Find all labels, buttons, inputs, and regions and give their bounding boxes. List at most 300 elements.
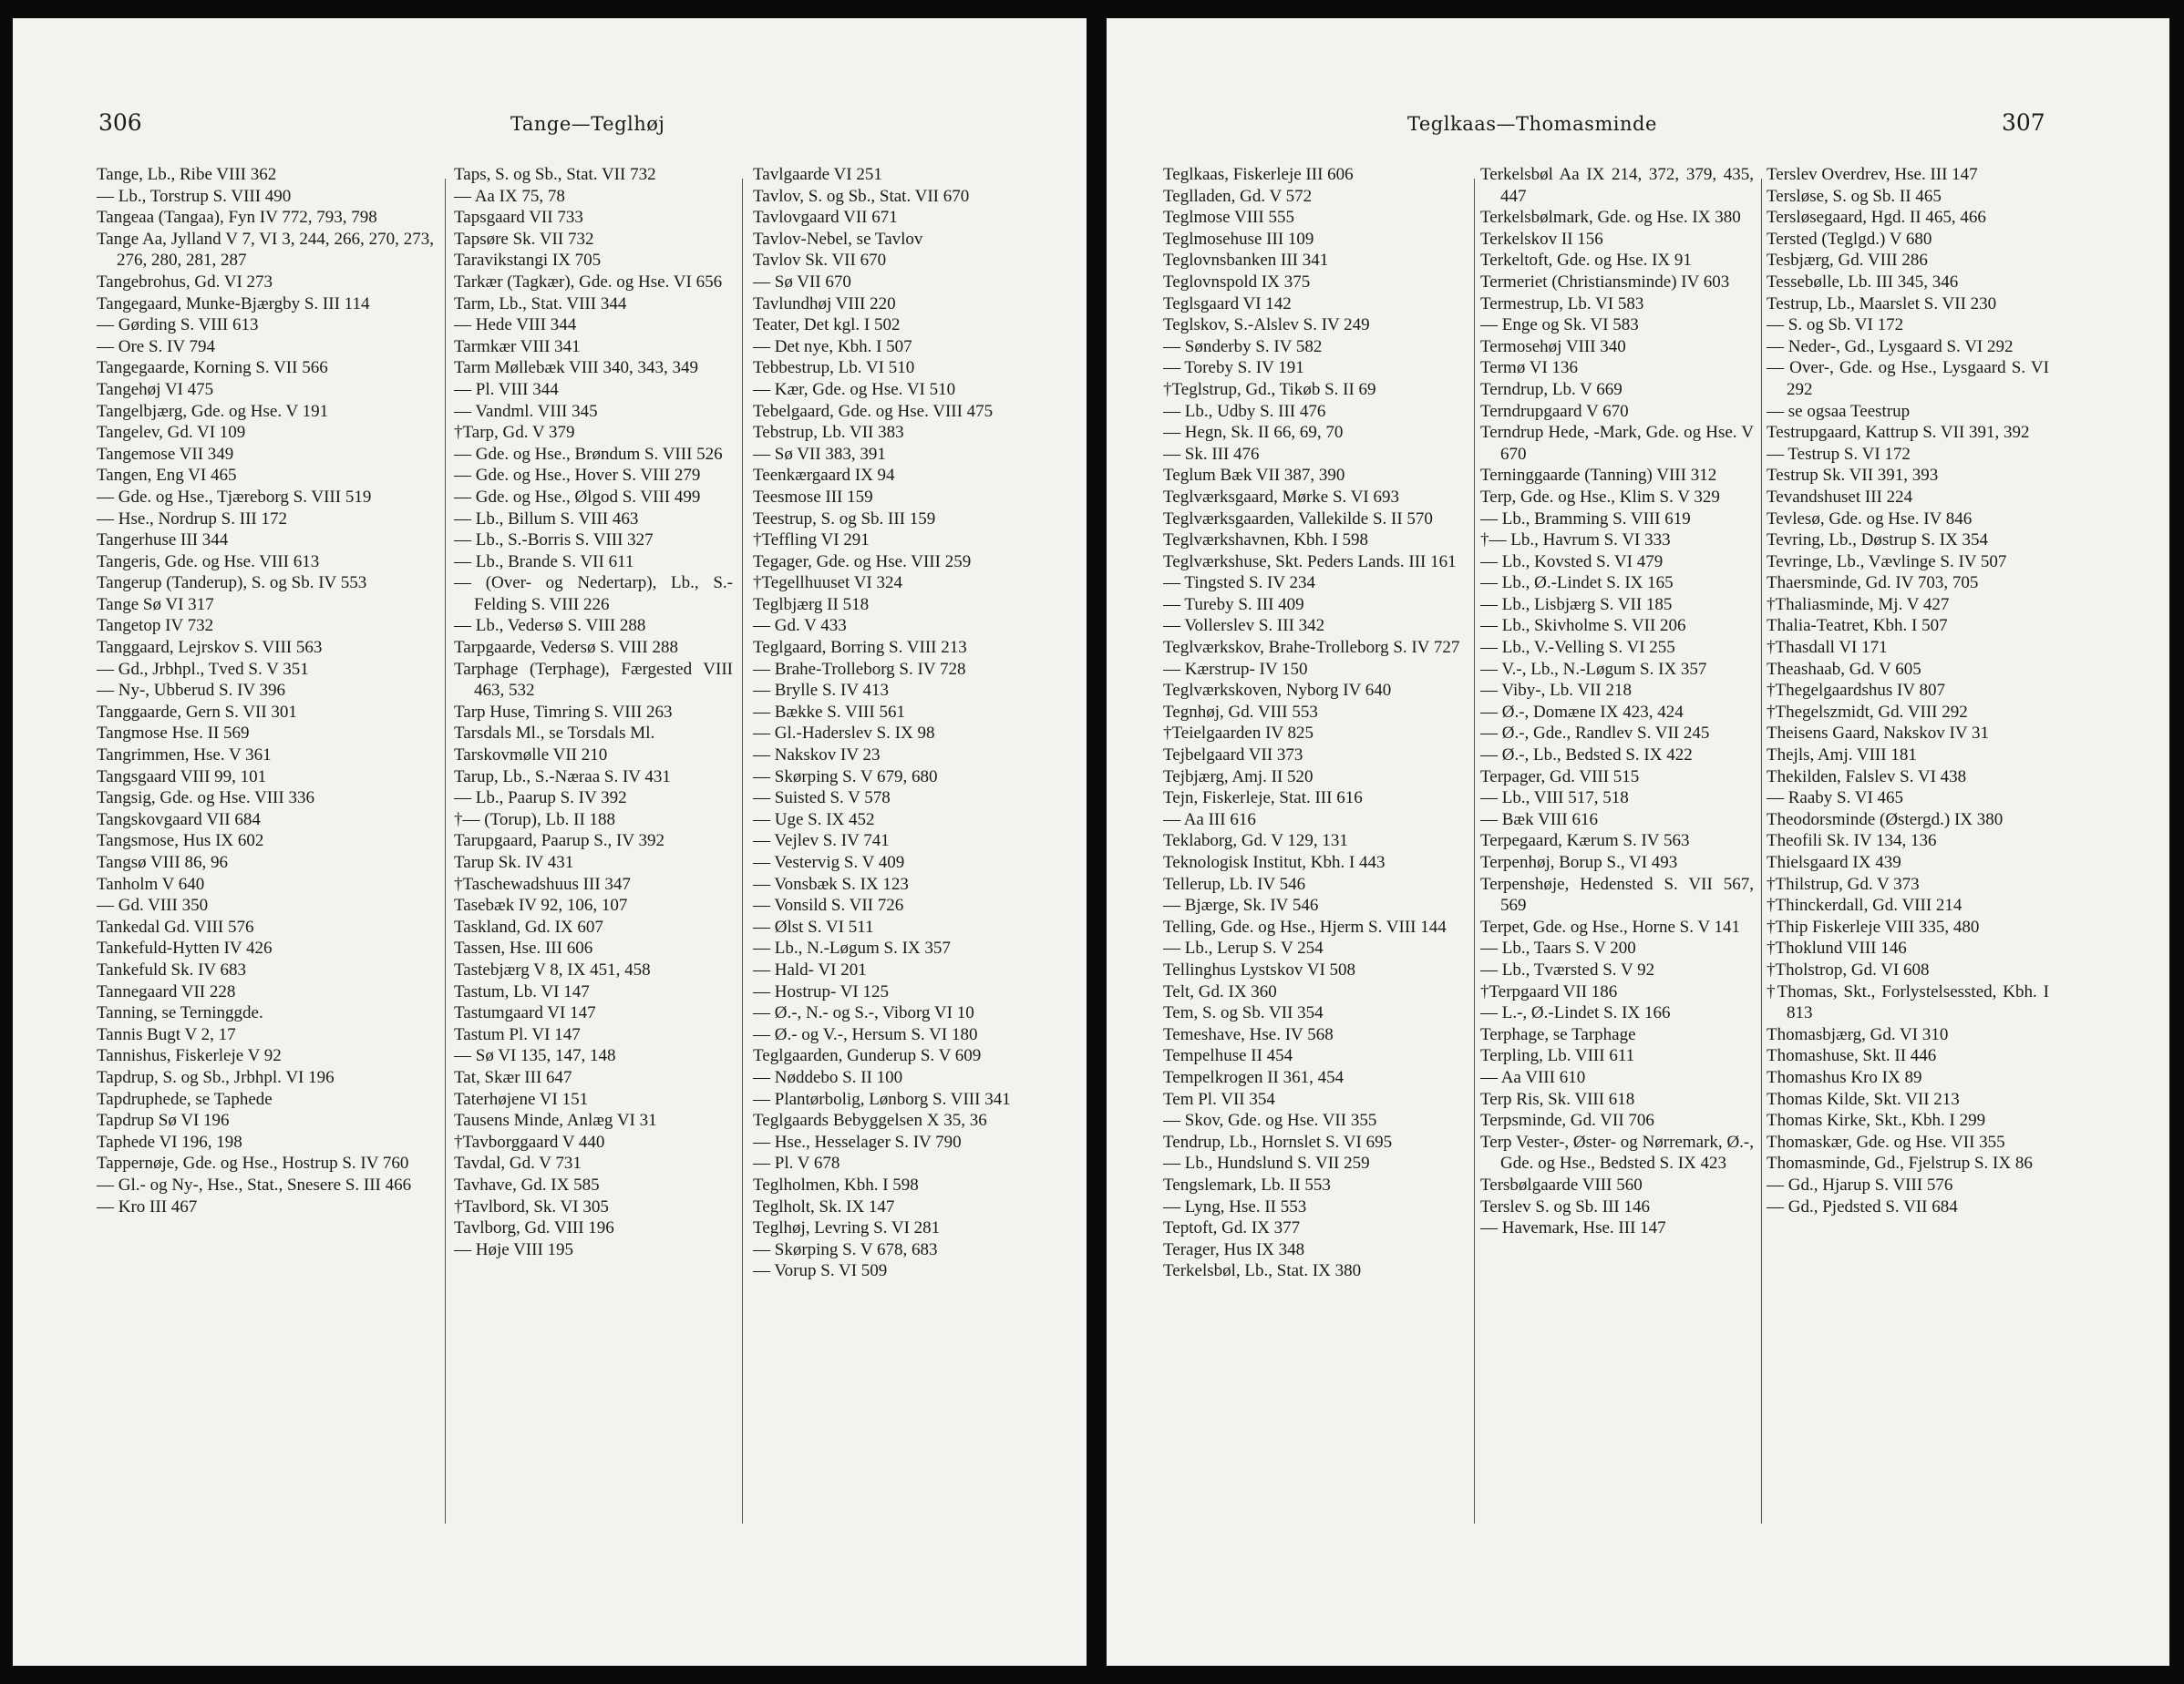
index-entry: Theisens Gaard, Nakskov IV 31 <box>1767 724 1989 744</box>
column-divider <box>1761 179 1762 1524</box>
column-divider <box>742 179 743 1524</box>
index-entry: Tangsø VIII 86, 96 <box>97 853 228 872</box>
index-entry: Teestrup, S. og Sb. III 159 <box>753 508 936 529</box>
index-entry: Tat, Skær III 647 <box>454 1067 572 1087</box>
index-entry: — Gd., Jrbhpl., Tved S. V 351 <box>97 659 309 679</box>
index-entry: Taravikstangi IX 705 <box>454 251 602 271</box>
index-entry: Tangebrohus, Gd. VI 273 <box>97 272 273 292</box>
index-entry: Taps, S. og Sb., Stat. VII 732 <box>454 165 656 184</box>
index-entry: — Hostrup- VI 125 <box>753 981 890 1001</box>
index-entry: — Vonsbæk S. IX 123 <box>753 874 909 894</box>
index-entry: Thomas Kirke, Skt., Kbh. I 299 <box>1767 1111 1986 1131</box>
index-entry: Tangelev, Gd. VI 109 <box>97 423 246 443</box>
index-entry: Tarmkær VIII 341 <box>454 336 581 356</box>
index-entry: Tempelkrogen II 361, 454 <box>1163 1067 1344 1087</box>
index-entry: Terpet, Gde. og Hse., Horne S. V 141 <box>1480 917 1741 937</box>
index-entry: — Pl. VIII 344 <box>454 379 559 399</box>
index-entry: — Gde. og Hse., Tjæreborg S. VIII 519 <box>97 487 372 507</box>
index-entry: Tavlov, S. og Sb., Stat. VII 670 <box>753 186 970 206</box>
index-entry: — Vollerslev S. III 342 <box>1163 616 1325 636</box>
index-entry: — Gd., Hjarup S. VIII 576 <box>1767 1175 1953 1195</box>
index-entry: Tevring, Lb., Døstrup S. IX 354 <box>1767 530 1989 550</box>
index-entry: Thomas Kilde, Skt. VII 213 <box>1767 1089 1960 1109</box>
index-entry: — Lb., N.-Løgum S. IX 357 <box>753 939 951 959</box>
index-entry: — Vandml. VIII 345 <box>454 401 598 421</box>
index-entry: †Tegellhuuset VI 324 <box>753 573 903 593</box>
index-entry: — Uge S. IX 452 <box>753 809 875 829</box>
index-entry: Tastebjærg V 8, IX 451, 458 <box>454 960 651 980</box>
index-column-1 <box>97 164 434 1631</box>
index-entry: Thomashuse, Skt. II 446 <box>1767 1046 1937 1066</box>
index-entry: — Lb., Lerup S. V 254 <box>1163 939 1324 959</box>
index-entry: Tevlesø, Gde. og Hse. IV 846 <box>1767 508 1973 529</box>
index-entry: — Ølst S. VI 511 <box>753 917 874 937</box>
index-entry: Tejbelgaard VII 373 <box>1163 745 1303 765</box>
index-entry: — Pl. V 678 <box>753 1154 840 1174</box>
index-entry: Tendrup, Lb., Hornslet S. VI 695 <box>1163 1132 1393 1152</box>
index-entry: — Testrup S. VI 172 <box>1767 444 1911 464</box>
index-entry: †Thaliasminde, Mj. V 427 <box>1767 594 1950 614</box>
index-entry: Taterhøjene VI 151 <box>454 1089 589 1109</box>
index-entry: Tebstrup, Lb. VII 383 <box>753 423 904 443</box>
index-entry: — Vejlev S. IV 741 <box>753 831 890 851</box>
index-entry: — Ø.-, Lb., Bedsted S. IX 422 <box>1480 745 1693 765</box>
index-entry: — L.-, Ø.-Lindet S. IX 166 <box>1480 1003 1671 1023</box>
index-entry: Teglskov, S.-Alslev S. IV 249 <box>1163 315 1370 335</box>
index-entry: Terndrupgaard V 670 <box>1480 401 1629 421</box>
index-entry: Tarm Møllebæk VIII 340, 343, 349 <box>454 358 698 378</box>
index-entry: — (Over- og Nedertarp), Lb., S.-Felding S. VIII 226 <box>454 573 733 614</box>
index-entry: Tastum, Lb. VI 147 <box>454 981 590 1001</box>
index-entry: Tavlborg, Gd. VIII 196 <box>454 1218 614 1238</box>
index-entry: Tem Pl. VII 354 <box>1163 1089 1275 1109</box>
index-entry: — Lb., Paarup S. IV 392 <box>454 788 627 808</box>
index-entry: — Det nye, Kbh. I 507 <box>753 336 912 356</box>
index-entry: Teglgaards Bebyggelsen X 35, 36 <box>753 1111 987 1131</box>
index-entry: Tersted (Teglgd.) V 680 <box>1767 229 1932 249</box>
index-entry: — Suisted S. V 578 <box>753 788 891 808</box>
index-entry: Taskland, Gd. IX 607 <box>454 917 603 937</box>
index-entry: Tevandshuset III 224 <box>1767 487 1913 507</box>
index-entry: Tassen, Hse. III 606 <box>454 939 593 959</box>
index-entry: Teglkaas, Fiskerleje III 606 <box>1163 165 1354 184</box>
index-entry: Teglværkshavnen, Kbh. I 598 <box>1163 530 1369 550</box>
index-entry: Teglværkskoven, Nyborg IV 640 <box>1163 681 1392 701</box>
index-entry: — Lb., V.-Velling S. VI 255 <box>1480 638 1675 658</box>
index-entry: Tem, S. og Sb. VII 354 <box>1163 1003 1324 1023</box>
index-entry: — Gd., Pjedsted S. VII 684 <box>1767 1196 1958 1217</box>
index-entry: Tarup, Lb., S.-Næraa S. IV 431 <box>454 766 671 786</box>
running-head: Teglkaas—Thomasminde <box>1407 113 1657 135</box>
index-entry: — Neder-, Gd., Lysgaard S. VI 292 <box>1767 336 2014 356</box>
index-entry: Theofili Sk. IV 134, 136 <box>1767 831 1937 851</box>
index-entry: †Thegelszmidt, Gd. VIII 292 <box>1767 702 1968 722</box>
index-entry: Thielsgaard IX 439 <box>1767 853 1901 872</box>
index-entry: †Thegelgaardshus IV 807 <box>1767 681 1945 701</box>
index-entry: Tanggaarde, Gern S. VII 301 <box>97 702 297 722</box>
index-entry: — Hald- VI 201 <box>753 960 867 980</box>
index-entry: Tannis Bugt V 2, 17 <box>97 1024 236 1044</box>
index-entry: Tavlgaarde VI 251 <box>753 165 882 184</box>
index-entry: — Skørping S. V 679, 680 <box>753 766 938 786</box>
index-entry: Tangerup (Tanderup), S. og Sb. IV 553 <box>97 573 367 593</box>
index-entry: Termeriet (Christiansminde) IV 603 <box>1480 272 1730 292</box>
index-entry: Tapdruphede, se Taphede <box>97 1089 273 1109</box>
index-entry: — Aa III 616 <box>1163 809 1256 829</box>
index-entry: Thomasbjærg, Gd. VI 310 <box>1767 1024 1949 1044</box>
page-header <box>1107 109 2169 146</box>
index-entry: — S. og Sb. VI 172 <box>1767 315 1904 335</box>
index-entry: — Ø.-, N.- og S.-, Viborg VI 10 <box>753 1003 974 1023</box>
index-entry: — Lb., Tværsted S. V 92 <box>1480 960 1655 980</box>
index-entry: Tarpgaarde, Vedersø S. VIII 288 <box>454 638 678 658</box>
index-entry: Tavlovgaard VII 671 <box>753 208 898 228</box>
index-entry: — Gl.-Haderslev S. IX 98 <box>753 724 935 744</box>
index-entry: Tangsig, Gde. og Hse. VIII 336 <box>97 788 314 808</box>
index-entry: Tangmose Hse. II 569 <box>97 724 250 744</box>
index-entry: Taphede VI 196, 198 <box>97 1132 242 1152</box>
index-entry: Tanggaard, Lejrskov S. VIII 563 <box>97 638 323 658</box>
index-entry: Tavdal, Gd. V 731 <box>454 1154 582 1174</box>
index-entry: Tangeaa (Tangaa), Fyn IV 772, 793, 798 <box>97 208 377 228</box>
index-entry: — Plantørbolig, Lønborg S. VIII 341 <box>753 1089 1011 1109</box>
index-entry: Tankedal Gd. VIII 576 <box>97 917 254 937</box>
index-entry: Terager, Hus IX 348 <box>1163 1239 1305 1259</box>
index-entry: — Ø.-, Domæne IX 423, 424 <box>1480 702 1684 722</box>
index-entry: †Tholstrop, Gd. VI 608 <box>1767 960 1930 980</box>
index-entry: Tangelbjærg, Gde. og Hse. V 191 <box>97 401 329 421</box>
index-entry: Terphage, se Tarphage <box>1480 1024 1636 1044</box>
index-entry: — Kærstrup- IV 150 <box>1163 659 1308 679</box>
index-entry: Tankefuld-Hytten IV 426 <box>97 939 273 959</box>
index-entry: Tannegaard VII 228 <box>97 981 236 1001</box>
index-entry: Tegager, Gde. og Hse. VIII 259 <box>753 551 972 571</box>
index-entry: Tapdrup, S. og Sb., Jrbhpl. VI 196 <box>97 1067 335 1087</box>
index-entry: †Thomas, Skt., Forlystelsessted, Kbh. I 813 <box>1767 981 2049 1023</box>
index-entry: Teglsgaard VI 142 <box>1163 293 1292 313</box>
page-number: 307 <box>2002 109 2045 136</box>
index-entry: — Vestervig S. V 409 <box>753 853 905 872</box>
index-entry: — Brylle S. IV 413 <box>753 681 890 701</box>
index-entry: Tellinghus Lystskov VI 508 <box>1163 960 1356 980</box>
index-entry: †Thasdall VI 171 <box>1767 638 1888 658</box>
index-entry: Tavlov Sk. VII 670 <box>753 251 887 271</box>
index-entry: †Teielgaarden IV 825 <box>1163 724 1314 744</box>
index-entry: Testrupgaard, Kattrup S. VII 391, 392 <box>1767 423 2030 443</box>
index-entry: Tersbølgaarde VIII 560 <box>1480 1175 1643 1195</box>
index-entry: Tavhave, Gd. IX 585 <box>454 1175 600 1195</box>
index-entry: — Hse., Hesselager S. IV 790 <box>753 1132 962 1152</box>
index-entry: — Gørding S. VIII 613 <box>97 315 259 335</box>
left-page <box>13 18 1087 1666</box>
index-entry: Teglværksgaarden, Vallekilde S. II 570 <box>1163 508 1433 529</box>
index-entry: Testrup, Lb., Maarslet S. VII 230 <box>1767 293 1997 313</box>
index-entry: Theashaab, Gd. V 605 <box>1767 659 1921 679</box>
index-entry: Terkeltoft, Gde. og Hse. IX 91 <box>1480 251 1692 271</box>
index-entry: Terpager, Gd. VIII 515 <box>1480 766 1640 786</box>
index-entry: Tengslemark, Lb. II 553 <box>1163 1175 1331 1195</box>
index-entry: — Sø VII 383, 391 <box>753 444 886 464</box>
index-entry: Terpegaard, Kærum S. IV 563 <box>1480 831 1690 851</box>
index-entry: Tejn, Fiskerleje, Stat. III 616 <box>1163 788 1363 808</box>
index-entry: Teglholmen, Kbh. I 598 <box>753 1175 919 1195</box>
index-entry: Terkelsbøl Aa IX 214, 372, 379, 435, 447 <box>1480 165 1754 206</box>
index-entry: Telt, Gd. IX 360 <box>1163 981 1277 1001</box>
index-entry: Tangskovgaard VII 684 <box>97 809 261 829</box>
index-entry: †Teffling VI 291 <box>753 530 870 550</box>
index-entry: †Tarp, Gd. V 379 <box>454 423 575 443</box>
index-entry: Tarup Sk. IV 431 <box>454 853 574 872</box>
index-entry: Testrup Sk. VII 391, 393 <box>1767 466 1939 486</box>
index-entry: — Høje VIII 195 <box>454 1239 574 1259</box>
index-entry: Tangen, Eng VI 465 <box>97 466 237 486</box>
index-entry: — Bæk VIII 616 <box>1480 809 1598 829</box>
index-entry: — Lb., VIII 517, 518 <box>1480 788 1629 808</box>
index-entry: — Hse., Nordrup S. III 172 <box>97 508 287 529</box>
index-entry: Teglværksgaard, Mørke S. VI 693 <box>1163 487 1400 507</box>
index-entry: — Sø VI 135, 147, 148 <box>454 1046 616 1066</box>
index-entry: Tangerhuse III 344 <box>97 530 229 550</box>
index-entry: Terkelsbølmark, Gde. og Hse. IX 380 <box>1480 208 1741 228</box>
index-entry: †Thilstrup, Gd. V 373 <box>1767 874 1920 894</box>
index-entry: †Taschewadshuus III 347 <box>454 874 631 894</box>
index-entry: Tejbjærg, Amj. II 520 <box>1163 766 1313 786</box>
index-entry: Tarm, Lb., Stat. VIII 344 <box>454 293 627 313</box>
index-entry: Telling, Gde. og Hse., Hjerm S. VIII 144 <box>1163 917 1447 937</box>
index-entry: — Lb., Lisbjærg S. VII 185 <box>1480 594 1673 614</box>
index-entry: Teglbjærg II 518 <box>753 594 870 614</box>
index-entry: Teglum Bæk VII 387, 390 <box>1163 466 1345 486</box>
index-entry: Thomaskær, Gde. og Hse. VII 355 <box>1767 1132 2005 1152</box>
index-entry: — se ogsaa Teestrup <box>1767 401 1911 421</box>
index-entry: Tasebæk IV 92, 106, 107 <box>454 896 628 916</box>
index-entry: Terndrup, Lb. V 669 <box>1480 379 1623 399</box>
index-entry: Terkelskov II 156 <box>1480 229 1603 249</box>
index-entry: — Gd. V 433 <box>753 616 847 636</box>
index-entry: Termosehøj VIII 340 <box>1480 336 1626 356</box>
index-entry: †— (Torup), Lb. II 188 <box>454 809 616 829</box>
index-entry: — Gd. VIII 350 <box>97 896 209 916</box>
index-entry: †— Lb., Havrum S. VI 333 <box>1480 530 1671 550</box>
index-entry: Terslev Overdrev, Hse. III 147 <box>1767 165 1978 184</box>
index-entry: — Lb., Kovsted S. VI 479 <box>1480 551 1664 571</box>
index-entry: — Lb., Hundslund S. VII 259 <box>1163 1154 1370 1174</box>
index-entry: Teglovnsbanken III 341 <box>1163 251 1329 271</box>
index-entry: Teglladen, Gd. V 572 <box>1163 186 1313 206</box>
index-entry: — Over-, Gde. og Hse., Lysgaard S. VI 292 <box>1767 358 2049 399</box>
index-column-1 <box>1163 164 1468 1631</box>
index-entry: — Vonsild S. VII 726 <box>753 896 904 916</box>
index-entry: Tangemose VII 349 <box>97 444 234 464</box>
index-entry: †Thip Fiskerleje VIII 335, 480 <box>1767 917 1980 937</box>
index-entry: Temeshave, Hse. IV 568 <box>1163 1024 1334 1044</box>
index-entry: Tapdrup Sø VI 196 <box>97 1111 230 1131</box>
index-entry: Tavlov-Nebel, se Tavlov <box>753 229 923 249</box>
index-entry: †Terpgaard VII 186 <box>1480 981 1618 1001</box>
index-entry: — Lb., Vedersø S. VIII 288 <box>454 616 646 636</box>
index-entry: Tangetop IV 732 <box>97 616 214 636</box>
index-entry: Teklaborg, Gd. V 129, 131 <box>1163 831 1348 851</box>
index-entry: — Lb., Billum S. VIII 463 <box>454 508 639 529</box>
index-column-2 <box>454 164 733 1631</box>
index-entry: — Ø.-, Gde., Randlev S. VII 245 <box>1480 724 1710 744</box>
index-entry: Tapsgaard VII 733 <box>454 208 583 228</box>
index-entry: Tevringe, Lb., Vævlinge S. IV 507 <box>1767 551 2007 571</box>
index-entry: Tebbestrup, Lb. VI 510 <box>753 358 915 378</box>
index-entry: Teglværkskov, Brahe-Trolleborg S. IV 727 <box>1163 638 1460 658</box>
index-entry: — Skov, Gde. og Hse. VII 355 <box>1163 1111 1377 1131</box>
index-entry: Tempelhuse II 454 <box>1163 1046 1293 1066</box>
index-entry: Tersløsegaard, Hgd. II 465, 466 <box>1767 208 1986 228</box>
index-entry: Teesmose III 159 <box>753 487 873 507</box>
index-entry: — Gl.- og Ny-, Hse., Stat., Snesere S. III 466 <box>97 1175 412 1195</box>
index-entry: Thalia-Teatret, Kbh. I 507 <box>1767 616 1948 636</box>
index-entry: Tangsmose, Hus IX 602 <box>97 831 264 851</box>
index-entry: — Ny-, Ubberud S. IV 396 <box>97 681 286 701</box>
index-entry: Terpsminde, Gd. VII 706 <box>1480 1111 1654 1131</box>
index-entry: Tangeris, Gde. og Hse. VIII 613 <box>97 551 320 571</box>
index-entry: Terp Vester-, Øster- og Nørremark, Ø.-, Gde. og Hse., Bedsted S. IX 423 <box>1480 1132 1754 1174</box>
index-column-3 <box>753 164 1032 1631</box>
column-divider <box>1474 179 1475 1524</box>
index-entry: — Brahe-Trolleborg S. IV 728 <box>753 659 966 679</box>
index-entry: — Lb., Torstrup S. VIII 490 <box>97 186 292 206</box>
index-entry: — Toreby S. IV 191 <box>1163 358 1304 378</box>
index-entry: Tarskovmølle VII 210 <box>454 745 608 765</box>
index-entry: — Gde. og Hse., Ølgod S. VIII 499 <box>454 487 701 507</box>
index-entry: Tanholm V 640 <box>97 874 205 894</box>
index-entry: Tannishus, Fiskerleje V 92 <box>97 1046 282 1066</box>
index-entry: Tarupgaard, Paarup S., IV 392 <box>454 831 665 851</box>
index-entry: Termø VI 136 <box>1480 358 1579 378</box>
index-entry: — Nakskov IV 23 <box>753 745 881 765</box>
index-entry: Tangrimmen, Hse. V 361 <box>97 745 272 765</box>
index-entry: Tessebølle, Lb. III 345, 346 <box>1767 272 1959 292</box>
index-entry: Tesbjærg, Gd. VIII 286 <box>1767 251 1928 271</box>
index-entry: †Tavlbord, Sk. VI 305 <box>454 1196 609 1217</box>
index-entry: Terp, Gde. og Hse., Klim S. V 329 <box>1480 487 1720 507</box>
index-entry: Terp Ris, Sk. VIII 618 <box>1480 1089 1635 1109</box>
index-entry: Termestrup, Lb. VI 583 <box>1480 293 1644 313</box>
index-entry: Tarphage (Terphage), Færgested VIII 463, 532 <box>454 659 733 701</box>
index-entry: — Sønderby S. IV 582 <box>1163 336 1323 356</box>
index-entry: Teglværkshuse, Skt. Peders Lands. III 161 <box>1163 551 1457 571</box>
index-entry: †Thoklund VIII 146 <box>1767 939 1907 959</box>
index-entry: — Lb., Taars S. V 200 <box>1480 939 1636 959</box>
index-entry: Tangegaarde, Korning S. VII 566 <box>97 358 328 378</box>
index-entry: Teglmosehuse III 109 <box>1163 229 1314 249</box>
index-entry: Thaersminde, Gd. IV 703, 705 <box>1767 573 1979 593</box>
index-entry: Teglmose VIII 555 <box>1163 208 1294 228</box>
index-entry: Tellerup, Lb. IV 546 <box>1163 874 1306 894</box>
index-entry: Thomasminde, Gd., Fjelstrup S. IX 86 <box>1767 1154 2033 1174</box>
index-entry: Terslev S. og Sb. III 146 <box>1480 1196 1651 1217</box>
index-entry: Terndrup Hede, -Mark, Gde. og Hse. V 670 <box>1480 423 1754 464</box>
index-entry: — Enge og Sk. VI 583 <box>1480 315 1639 335</box>
index-entry: — Lb., Ø.-Lindet S. IX 165 <box>1480 573 1674 593</box>
index-entry: — Lb., Udby S. III 476 <box>1163 401 1326 421</box>
index-entry: Teenkærgaard IX 94 <box>753 466 895 486</box>
index-entry: Tangehøj VI 475 <box>97 379 214 399</box>
index-entry: — Gde. og Hse., Brøndum S. VIII 526 <box>454 444 723 464</box>
index-entry: Terpenshøje, Hedensted S. VII 567, 569 <box>1480 874 1754 916</box>
index-entry: Tarp Huse, Timring S. VIII 263 <box>454 702 673 722</box>
index-entry: Tapsøre Sk. VII 732 <box>454 229 594 249</box>
index-entry: Tausens Minde, Anlæg VI 31 <box>454 1111 657 1131</box>
index-entry: Teglovnspold IX 375 <box>1163 272 1311 292</box>
index-column-2 <box>1480 164 1754 1631</box>
index-entry: Tastum Pl. VI 147 <box>454 1024 581 1044</box>
index-entry: — Raaby S. VI 465 <box>1767 788 1904 808</box>
index-entry: Tankefuld Sk. IV 683 <box>97 960 247 980</box>
index-entry: — Sk. III 476 <box>1163 444 1260 464</box>
index-entry: — Lb., Bramming S. VIII 619 <box>1480 508 1691 529</box>
index-entry: Tange, Lb., Ribe VIII 362 <box>97 165 277 184</box>
index-column-3 <box>1767 164 2049 1631</box>
index-entry: Theodorsminde (Østergd.) IX 380 <box>1767 809 2004 829</box>
index-entry: Teglholt, Sk. IX 147 <box>753 1196 895 1217</box>
index-entry: — Ø.- og V.-, Hersum S. VI 180 <box>753 1024 978 1044</box>
index-entry: — Kro III 467 <box>97 1196 198 1217</box>
index-entry: Tangsgaard VIII 99, 101 <box>97 766 267 786</box>
index-entry: Tanning, se Terninggde. <box>97 1003 263 1023</box>
index-entry: Tangegaard, Munke-Bjærgby S. III 114 <box>97 293 370 313</box>
index-entry: — Kær, Gde. og Hse. VI 510 <box>753 379 956 399</box>
index-entry: Tersløse, S. og Sb. II 465 <box>1767 186 1942 206</box>
page-header <box>13 109 1087 146</box>
index-entry: Teptoft, Gd. IX 377 <box>1163 1218 1301 1238</box>
index-entry: — Bjærge, Sk. IV 546 <box>1163 896 1319 916</box>
index-entry: †Tavborggaard V 440 <box>454 1132 605 1152</box>
index-entry: Tange Sø VI 317 <box>97 594 214 614</box>
index-entry: — Lb., Brande S. VII 611 <box>454 551 634 571</box>
index-entry: — Tingsted S. IV 234 <box>1163 573 1316 593</box>
index-entry: Teglhøj, Levring S. VI 281 <box>753 1218 941 1238</box>
index-entry: — Tureby S. III 409 <box>1163 594 1304 614</box>
index-entry: Tebelgaard, Gde. og Hse. VIII 475 <box>753 401 994 421</box>
index-entry: — Hegn, Sk. II 66, 69, 70 <box>1163 423 1344 443</box>
index-entry: — Lb., Skivholme S. VII 206 <box>1480 616 1686 636</box>
index-entry: Terpenhøj, Borup S., VI 493 <box>1480 853 1678 872</box>
index-entry: — Hede VIII 344 <box>454 315 577 335</box>
index-entry: †Thinckerdall, Gd. VIII 214 <box>1767 896 1963 916</box>
index-entry: — Nøddebo S. II 100 <box>753 1067 903 1087</box>
index-entry: — Aa VIII 610 <box>1480 1067 1586 1087</box>
index-entry: Teglgaard, Borring S. VIII 213 <box>753 638 967 658</box>
index-entry: Tastumgaard VI 147 <box>454 1003 596 1023</box>
index-entry: — V.-, Lb., N.-Løgum S. IX 357 <box>1480 659 1707 679</box>
index-entry: — Vorup S. VI 509 <box>753 1261 888 1281</box>
index-entry: Tavlundhøj VIII 220 <box>753 293 896 313</box>
page-number: 306 <box>98 109 142 136</box>
index-entry: Teknologisk Institut, Kbh. I 443 <box>1163 853 1386 872</box>
index-entry: — Havemark, Hse. III 147 <box>1480 1218 1666 1238</box>
index-entry: Tappernøje, Gde. og Hse., Hostrup S. IV 760 <box>97 1154 409 1174</box>
index-entry: Teater, Det kgl. I 502 <box>753 315 901 335</box>
index-entry: — Bække S. VIII 561 <box>753 702 905 722</box>
index-entry: — Ore S. IV 794 <box>97 336 216 356</box>
index-entry: †Teglstrup, Gd., Tikøb S. II 69 <box>1163 379 1376 399</box>
running-head: Tange—Teglhøj <box>510 113 665 135</box>
index-entry: Terpling, Lb. VIII 611 <box>1480 1046 1635 1066</box>
index-entry: — Aa IX 75, 78 <box>454 186 565 206</box>
index-entry: Terninggaarde (Tanning) VIII 312 <box>1480 466 1717 486</box>
index-entry: Thejls, Amj. VIII 181 <box>1767 745 1917 765</box>
index-entry: Tarkær (Tagkær), Gde. og Hse. VI 656 <box>454 272 723 292</box>
index-entry: Tange Aa, Jylland V 7, VI 3, 244, 266, 270, 273, 276, 280, 281, 287 <box>97 229 434 271</box>
column-divider <box>445 179 446 1524</box>
index-entry: — Lb., S.-Borris S. VIII 327 <box>454 530 654 550</box>
